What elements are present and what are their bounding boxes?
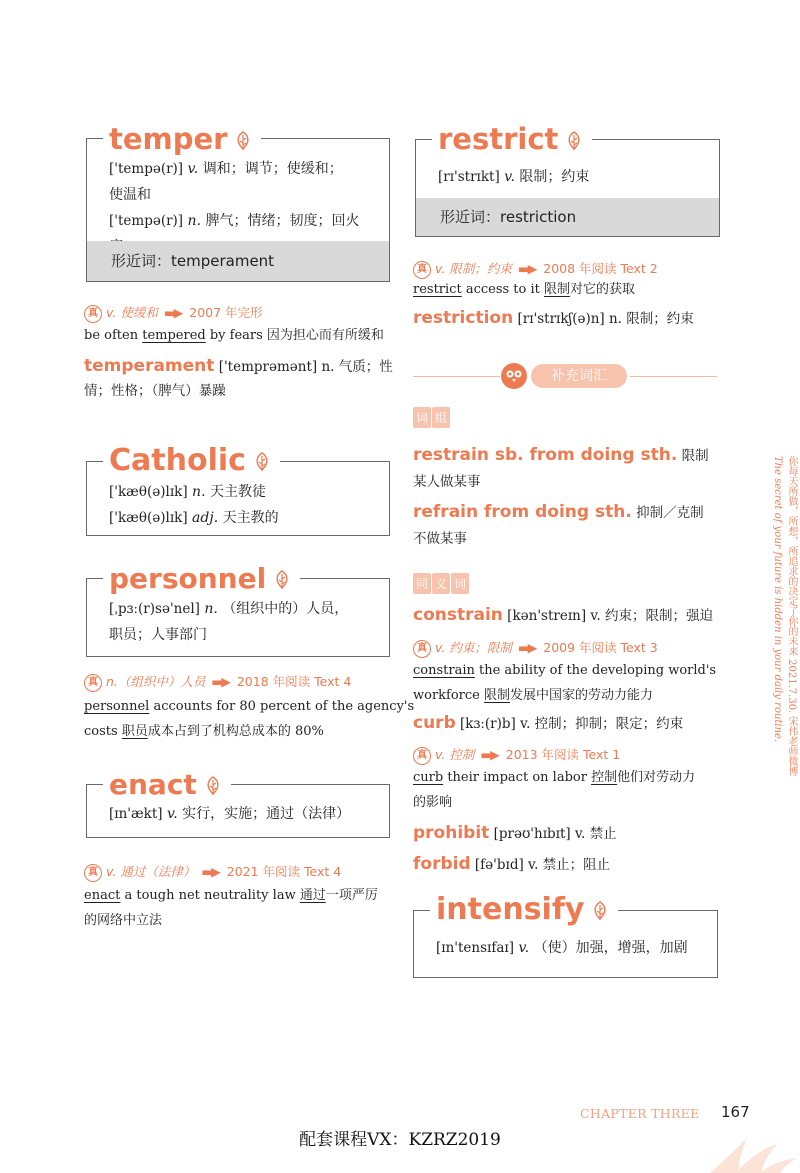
- zhen-badge: 真: [84, 305, 102, 323]
- definitions: ['kæθ(ə)lɪk] n. 天主教徒 ['kæθ(ə)lɪk] adj. 天主教的: [109, 484, 279, 526]
- synonym-constrain: constrain [kən'streɪn] v. 约束；限制；强迫: [413, 605, 713, 625]
- leaf-icon: [233, 131, 253, 151]
- phrase-tag: 词 组: [413, 407, 451, 428]
- owl-icon: [500, 362, 528, 390]
- example-header: 真 v. 约束；限制 ▬▶ 2009 年阅读 Text 3: [413, 638, 658, 658]
- derived-word: temperament ['temprəmənt] n. 气质；性 情；性格；（脾气）暴躁: [84, 356, 393, 399]
- word-card-catholic: [86, 443, 390, 536]
- definitions: [rɪ'strɪkt] v. 限制；约束: [438, 169, 590, 185]
- definitions: ['tempə(r)] v. 调和；调节；使缓和； 使温和 ['tempə(r)] n. 脾气；情绪；韧度；回火: [109, 161, 360, 229]
- phrase-refrain: refrain from doing sth. 抑制／克制 不做某事: [413, 502, 704, 547]
- synonym-prohibit: prohibit [prəʊ'hɪbɪt] v. 禁止: [413, 823, 617, 843]
- phrase-restrain: restrain sb. from doing sth. 限制 某人做某事: [413, 445, 709, 490]
- word-card-intensify: [413, 892, 718, 978]
- zhen-badge: 真: [413, 261, 431, 279]
- example-header: 真 v. 通过（法律） ▬▶ 2021 年阅读 Text 4: [84, 862, 341, 882]
- example-header: 真 v. 使缓和 ▬▶ 2007 年完形: [84, 303, 263, 323]
- definitions: [ɪn'ækt] v. 实行，实施；通过（法律）: [109, 806, 351, 822]
- zhen-badge: 真: [84, 674, 102, 692]
- synonym-forbid: forbid [fə'bɪd] v. 禁止；阻止: [413, 854, 611, 874]
- synonym-curb: curb [kɜː(r)b] v. 控制；抑制；限定；约束: [413, 713, 684, 733]
- headword: intensify: [430, 895, 618, 925]
- word-card-personnel: [86, 562, 390, 657]
- definitions: [ˌpɜː(r)sə'nel] n. （组织中的）人员， 职员；人事部门: [109, 601, 349, 643]
- headword: personnel: [103, 565, 300, 593]
- zhen-badge: 真: [413, 747, 431, 765]
- example-sentence: curb their impact on labor 控制他们对劳动力 的影响: [413, 770, 696, 810]
- zhen-badge: 真: [84, 864, 102, 882]
- leaf-icon: [252, 452, 272, 472]
- chapter-label: CHAPTER THREE: [580, 1106, 700, 1121]
- leaf-icon: [590, 901, 610, 921]
- example-sentence: personnel accounts for 80 percent of the agency's costs 职员成本占到了机构总成本的 80%: [84, 699, 415, 739]
- example-sentence: enact a tough net neutrality law 通过一项严厉 的网络中立法: [84, 888, 378, 928]
- headword: enact: [103, 771, 231, 799]
- example-sentence: restrict access to it 限制对它的获取: [413, 282, 636, 297]
- similar-word-bar: 形近词：restriction: [416, 198, 719, 236]
- synonym-tag: 同 义 词: [413, 573, 470, 594]
- example-header: 真 v. 限制；约束 ▬▶ 2008 年阅读 Text 2: [413, 259, 658, 279]
- example-header: 真 n.（组织中）人员 ▬▶ 2018 年阅读 Text 4: [84, 672, 351, 692]
- example-header: 真 v. 控制 ▬▶ 2013 年阅读 Text 1: [413, 745, 620, 765]
- word-card-restrict: [415, 122, 720, 237]
- supplement-header: 补充词汇: [500, 362, 630, 390]
- leaf-icon: [564, 131, 584, 151]
- headword: temper: [103, 125, 261, 154]
- similar-word-bar: 形近词：temperament: [87, 241, 389, 281]
- headword: Catholic: [103, 446, 280, 476]
- page-number: 167: [721, 1103, 750, 1121]
- leaf-icon: [203, 776, 223, 796]
- definitions: [ɪn'tensɪfaɪ] v. （使）加强，增强，加剧: [436, 940, 688, 956]
- word-card-temper: [86, 122, 390, 282]
- example-sentence: constrain the ability of the developing world's workforce 限制发展中国家的劳动力能力: [413, 663, 717, 703]
- example-sentence: be often tempered by fears 因为担心而有所缓和: [84, 328, 384, 343]
- side-note: 你每天所做，所想，所追求的决定了你的未来 2021.7.30. 宋伟老师微博 The secret of your future is hidden in your daily routine.: [772, 456, 797, 777]
- watermark: 配套课程VX：KZRZ2019: [299, 1130, 501, 1150]
- zhen-badge: 真: [413, 640, 431, 658]
- derived-word: restriction [rɪ'strɪkʃ(ə)n] n. 限制；约束: [413, 308, 694, 328]
- leaf-icon: [272, 570, 292, 590]
- headword: restrict: [432, 125, 592, 154]
- word-card-enact: [86, 768, 390, 838]
